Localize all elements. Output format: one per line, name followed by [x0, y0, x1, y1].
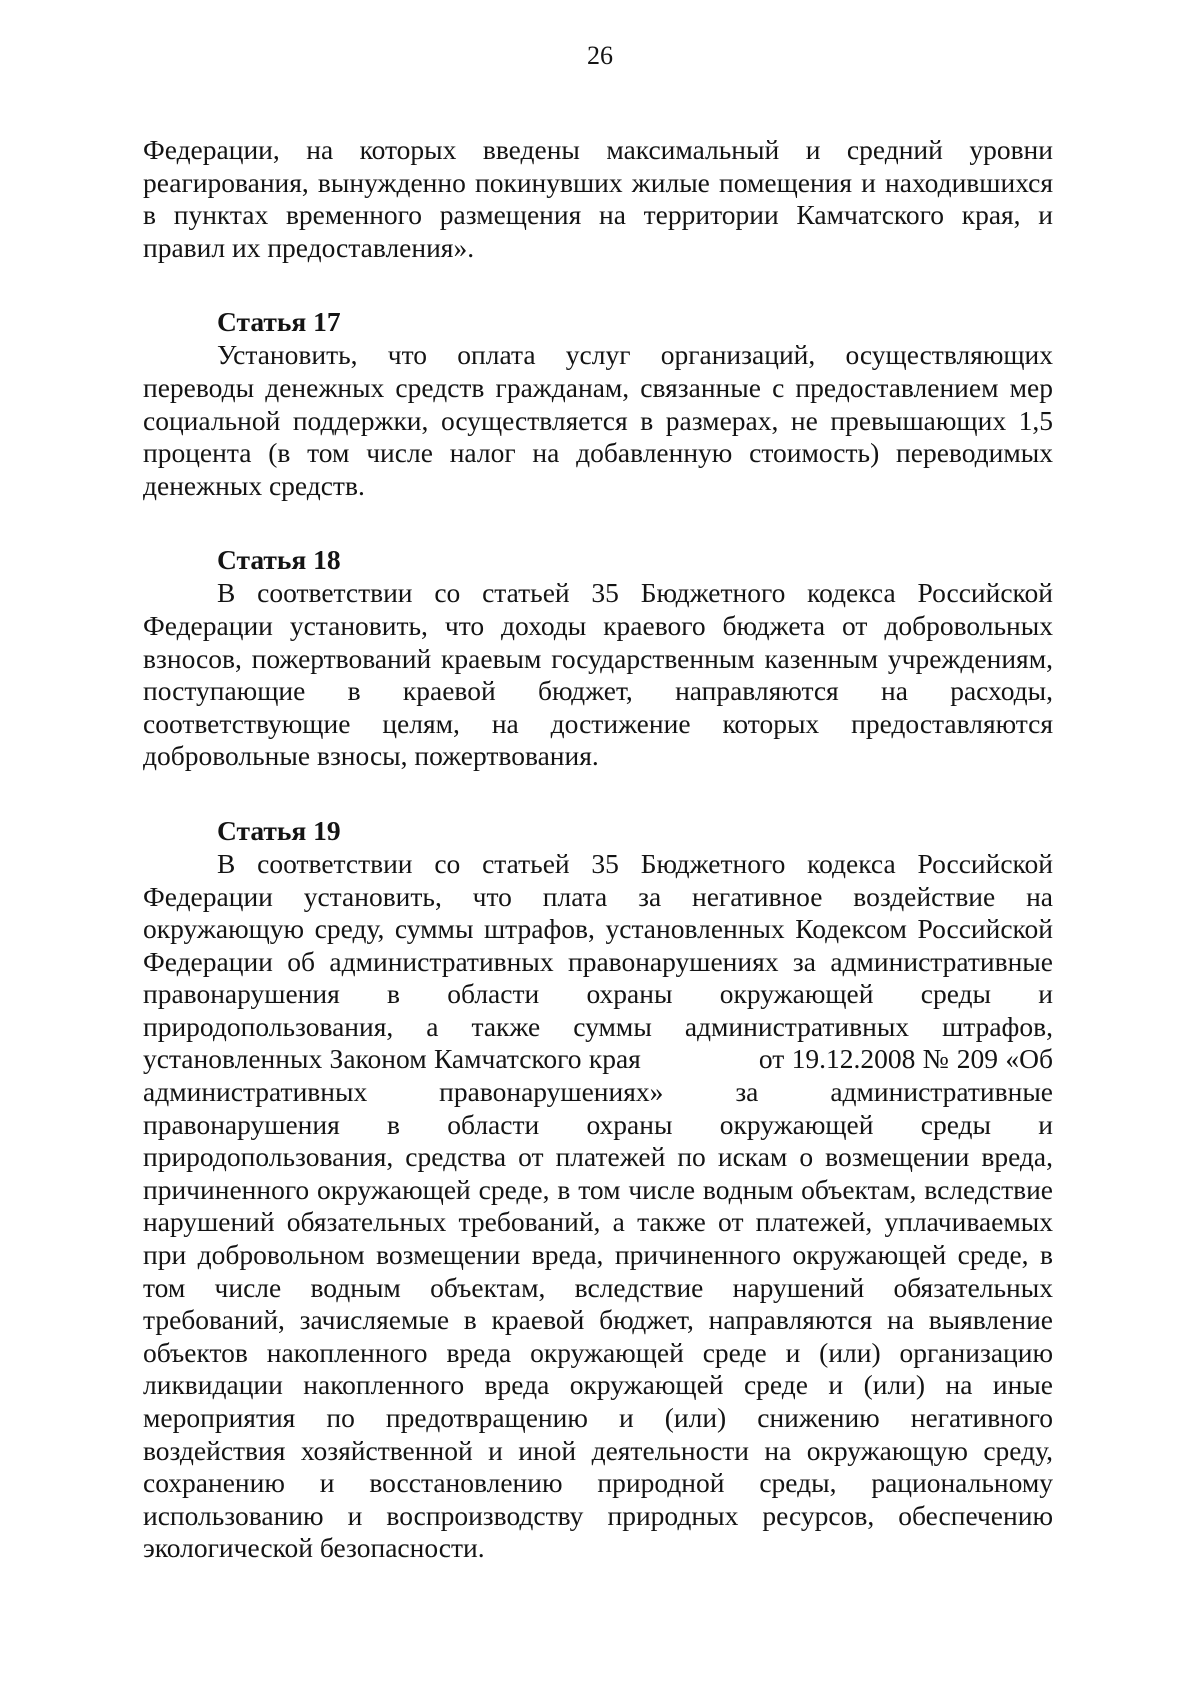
article-heading: Статья 19: [217, 814, 341, 846]
article-heading: Статья 17: [217, 306, 341, 338]
article-heading: Статья 18: [217, 544, 341, 576]
article-18: [143, 543, 1053, 773]
article-paragraph: [143, 848, 1053, 1565]
article-text-part: В соответствии со статьей 35 Бюджетного кодекса Российской Федерации установить, что плата за негативное воздействие на окружающую среду, суммы штрафов, установленных Кодексом Российской Федерации об административных правонарушениях за административные правонарушения в области охраны окружающей среды и природопользования, а также суммы административных штрафов, установленных Законом Камчатского края: [143, 847, 1053, 1075]
page-number: 26: [587, 41, 613, 70]
article-paragraph: В соответствии со статьей 35 Бюджетного кодекса Российской Федерации установить, что доходы краевого бюджета от добровольных взносов, пожертвований краевым государственным казенным учреждениям, поступающие в краевой бюджет, направляются на расходы, соответствующие целям, на достижение которых предоставляются добровольные взносы, пожертвования.: [143, 577, 1053, 772]
page-content: [143, 134, 1053, 1565]
article-17: [143, 305, 1053, 502]
article-19: [143, 814, 1053, 1565]
article-text-part: «Об административных правонарушениях» за административные правонарушения в области охраны окружающей среды и природопользования, средства от платежей по искам о возмещении вреда, причиненного окружающей среде, в том числе водным объектам, вследствие нарушений обязательных требований, а также от платежей, уплачиваемых при добровольном возмещении вреда, причиненного окружающей среде, в том числе водным объектам, вследствие нарушений обязательных требований, зачисляемые в краевой бюджет, направляются на выявление объектов накопленного вреда окружающей среде и (или) организацию ликвидации накопленного вреда окружающей среде и (или) на иные мероприятия по предотвращению и (или) снижению негативного воздействия хозяйственной и иной деятельности на окружающую среду, сохранению и восстановлению природной среды, рациональному использованию и воспроизводству природных ресурсов, обеспечению экологической безопасности.: [143, 1043, 1053, 1564]
law-reference: от 19.12.2008 № 209: [758, 1043, 999, 1075]
article-paragraph: Установить, что оплата услуг организаций, осуществляющих переводы денежных средств гражданам, связанные с предоставлением мер социальной поддержки, осуществляется в размерах, не превышающих 1,5 процента (в том числе налог на добавленную стоимость) переводимых денежных средств.: [143, 339, 1053, 501]
intro-paragraph: Федерации, на которых введены максимальный и средний уровни реагирования, вынужденно покинувших жилые помещения и находившихся в пунктах временного размещения на территории Камчатского края, и правил их предоставления».: [143, 134, 1053, 263]
